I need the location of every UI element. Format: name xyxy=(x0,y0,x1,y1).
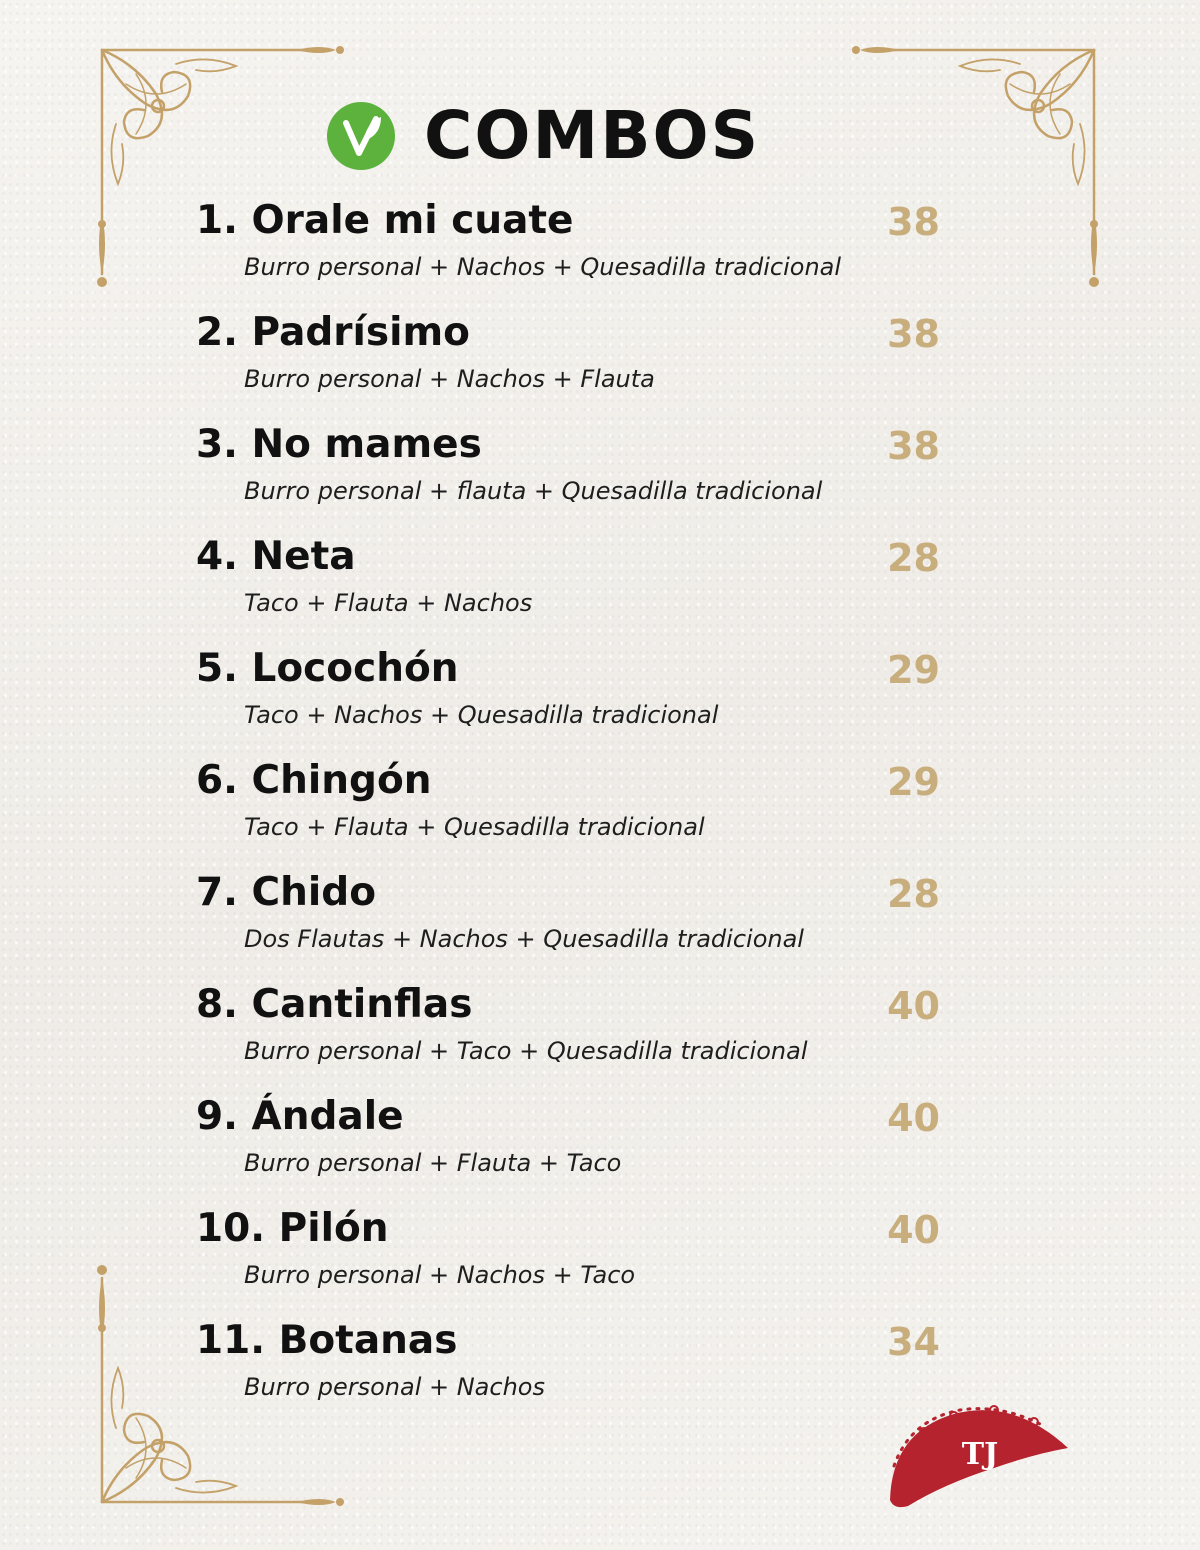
menu-header xyxy=(326,96,760,176)
combo-price: 29 xyxy=(887,648,940,692)
combo-item xyxy=(196,868,946,980)
combo-description: Taco + Nachos + Quesadilla tradicional xyxy=(244,701,719,729)
combo-price: 40 xyxy=(887,984,940,1028)
combo-description: Burro personal + Taco + Quesadilla tradicional xyxy=(244,1037,808,1065)
combo-description: Burro personal + flauta + Quesadilla tradicional xyxy=(244,477,823,505)
combo-name: 8. Cantinflas xyxy=(196,982,473,1027)
combo-description: Burro personal + Nachos + Taco xyxy=(244,1261,636,1289)
combo-description: Burro personal + Nachos xyxy=(244,1373,545,1401)
combo-item xyxy=(196,308,946,420)
combo-item xyxy=(196,532,946,644)
combo-description: Dos Flautas + Nachos + Quesadilla tradicional xyxy=(244,925,804,953)
combo-item xyxy=(196,196,946,308)
combo-item xyxy=(196,756,946,868)
combo-price: 34 xyxy=(887,1320,940,1364)
combo-name: 9. Ándale xyxy=(196,1094,404,1139)
combo-description: Burro personal + Flauta + Taco xyxy=(244,1149,622,1177)
combo-item xyxy=(196,420,946,532)
combo-price: 40 xyxy=(887,1208,940,1252)
combo-item xyxy=(196,1092,946,1204)
combo-price: 28 xyxy=(887,872,940,916)
combo-item xyxy=(196,1204,946,1316)
combo-description: Burro personal + Nachos + Quesadilla tradicional xyxy=(244,253,842,281)
combo-price: 38 xyxy=(887,424,940,468)
combo-name: 3. No mames xyxy=(196,422,482,467)
combo-price: 29 xyxy=(887,760,940,804)
combo-name: 5. Locochón xyxy=(196,646,459,691)
taco-logo-icon xyxy=(884,1402,1074,1510)
logo-text: TJ xyxy=(961,1437,999,1472)
combo-description: Taco + Flauta + Quesadilla tradicional xyxy=(244,813,705,841)
combo-price: 38 xyxy=(887,312,940,356)
combo-item xyxy=(196,980,946,1092)
combo-name: 2. Padrísimo xyxy=(196,310,470,355)
combo-list xyxy=(196,196,946,1428)
combo-price: 28 xyxy=(887,536,940,580)
vegetarian-leaf-icon xyxy=(326,101,396,171)
combo-name: 11. Botanas xyxy=(196,1318,458,1363)
combo-item xyxy=(196,1316,946,1428)
combo-name: 1. Orale mi cuate xyxy=(196,198,574,243)
combo-item xyxy=(196,644,946,756)
combo-price: 38 xyxy=(887,200,940,244)
combo-description: Taco + Flauta + Nachos xyxy=(244,589,533,617)
combo-name: 6. Chingón xyxy=(196,758,432,803)
combo-description: Burro personal + Nachos + Flauta xyxy=(244,365,655,393)
combo-price: 40 xyxy=(887,1096,940,1140)
page-title: COMBOS xyxy=(424,97,761,174)
combo-name: 4. Neta xyxy=(196,534,356,579)
combo-name: 7. Chido xyxy=(196,870,376,915)
combo-name: 10. Pilón xyxy=(196,1206,389,1251)
